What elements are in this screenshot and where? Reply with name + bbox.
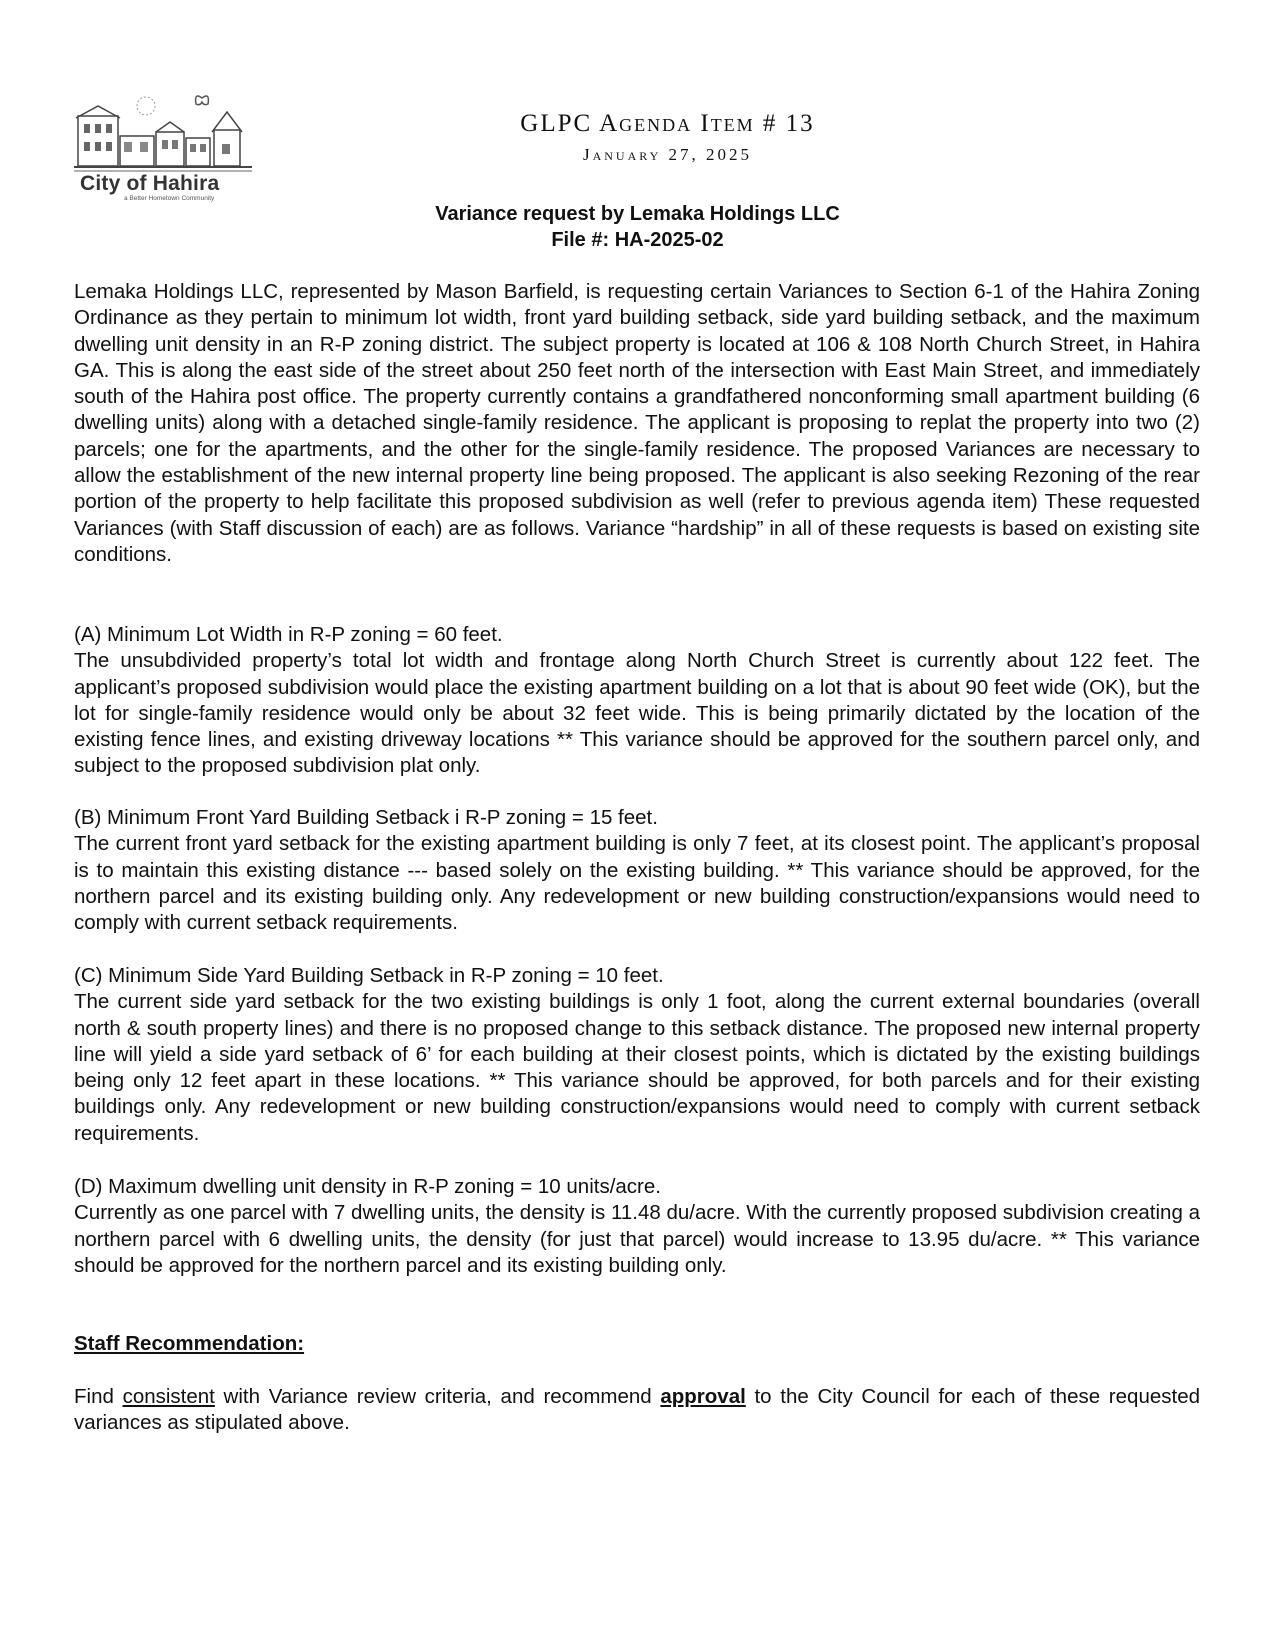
rec-mid: with Variance review criteria, and recommend (214, 1385, 661, 1408)
variance-d (74, 1174, 1200, 1279)
variance-b-text: The current front yard setback for the existing apartment building is only 7 feet, at its closest point. The applicant’s proposal is to maintain this existing distance --- based solely on the existing building. ** This variance should be approved, for the northern parcel and its existing building only. Any redevelopment or new building construction/expansions would need to comply with current setback requirements. (74, 832, 1200, 935)
file-number: File #: HA-2025-02 (551, 229, 724, 251)
rec-post: to the City Council for each of these requested variances as stipulated above. (74, 1385, 1200, 1435)
variance-a-text: The unsubdivided property’s total lot width and frontage along North Church Street is currently about 122 feet. The applicant’s proposed subdivision would place the existing apartment building on a lot that is about 90 feet wide (OK), but the lot for single-family residence would only be about 32 feet wide. This is being primarily dictated by the location of the existing fence lines, and existing driveway locations ** This variance should be approved for the southern parcel only, and subject to the proposed subdivision plat only. (74, 649, 1200, 778)
variance-c (74, 963, 1200, 1147)
rec-pre: Find (74, 1385, 123, 1408)
rec-approval: approval (660, 1385, 746, 1408)
staff-recommendation-text (74, 1384, 1200, 1437)
logo-tagline: a Better Hometown Community (124, 195, 215, 202)
variance-a-heading: (A) Minimum Lot Width in R-P zoning = 60 feet. (74, 623, 503, 646)
logo-city-name: City of Hahira (80, 172, 220, 195)
variance-d-text: Currently as one parcel with 7 dwelling units, the density is 11.48 du/acre. With the currently proposed subdivision creating a northern parcel with 6 dwelling units, the density (for just that parcel) would increase to 13.95 du/acre. ** This variance should be approved for the northern parcel and its existing building only. (74, 1201, 1200, 1277)
variance-b (74, 805, 1200, 936)
agenda-date: January 27, 2025 (582, 145, 753, 164)
variance-c-heading: (C) Minimum Side Yard Building Setback in R-P zoning = 10 feet. (74, 964, 664, 987)
request-title: Variance request by Lemaka Holdings LLC (435, 203, 840, 225)
variance-a (74, 622, 1200, 780)
variance-b-heading: (B) Minimum Front Yard Building Setback i R-P zoning = 15 feet. (74, 806, 658, 829)
variance-c-text: The current side yard setback for the two existing buildings is only 1 foot, along the current external boundaries (overall north & south property lines) and there is no proposed change to this setback distance. The proposed new internal property line will yield a side yard setback of 6’ for each building at their closest points, which is dictated by the existing buildings being only 12 feet apart in these locations. ** This variance should be approved, for both parcels and for their existing buildings only. Any redevelopment or new building construction/expansions would need to comply with current setback requirements. (74, 990, 1200, 1145)
agenda-item-title: GLPC Agenda Item # 13 (520, 110, 815, 137)
staff-recommendation-heading: Staff Recommendation: (74, 1332, 305, 1355)
variance-d-heading: (D) Maximum dwelling unit density in R-P zoning = 10 units/acre. (74, 1175, 661, 1198)
rec-consistent: consistent (122, 1385, 215, 1408)
intro-paragraph: Lemaka Holdings LLC, represented by Mason Barfield, is requesting certain Variances to Section 6-1 of the Hahira Zoning Ordinance as they pertain to minimum lot width, front yard building setback, side yard building setback, and the maximum dwelling unit density in an R-P zoning district. The subject property is located at 106 & 108 North Church Street, in Hahira GA. This is along the east side of the street about 250 feet north of the intersection with East Main Street, and immediately south of the Hahira post office. The property currently contains a grandfathered nonconforming small apartment building (6 dwelling units) along with a detached single-family residence. The applicant is proposing to replat the property into two (2) parcels; one for the apartments, and the other for the single-family residence. The proposed Variances are necessary to allow the establishment of the new internal property line being proposed. The applicant is also seeking Rezoning of the rear portion of the property to help facilitate this proposed subdivision as well (refer to previous agenda item) These requested Variances (with Staff discussion of each) are as follows. Variance “hardship” in all of these requests is based on existing site conditions. (74, 280, 1200, 566)
